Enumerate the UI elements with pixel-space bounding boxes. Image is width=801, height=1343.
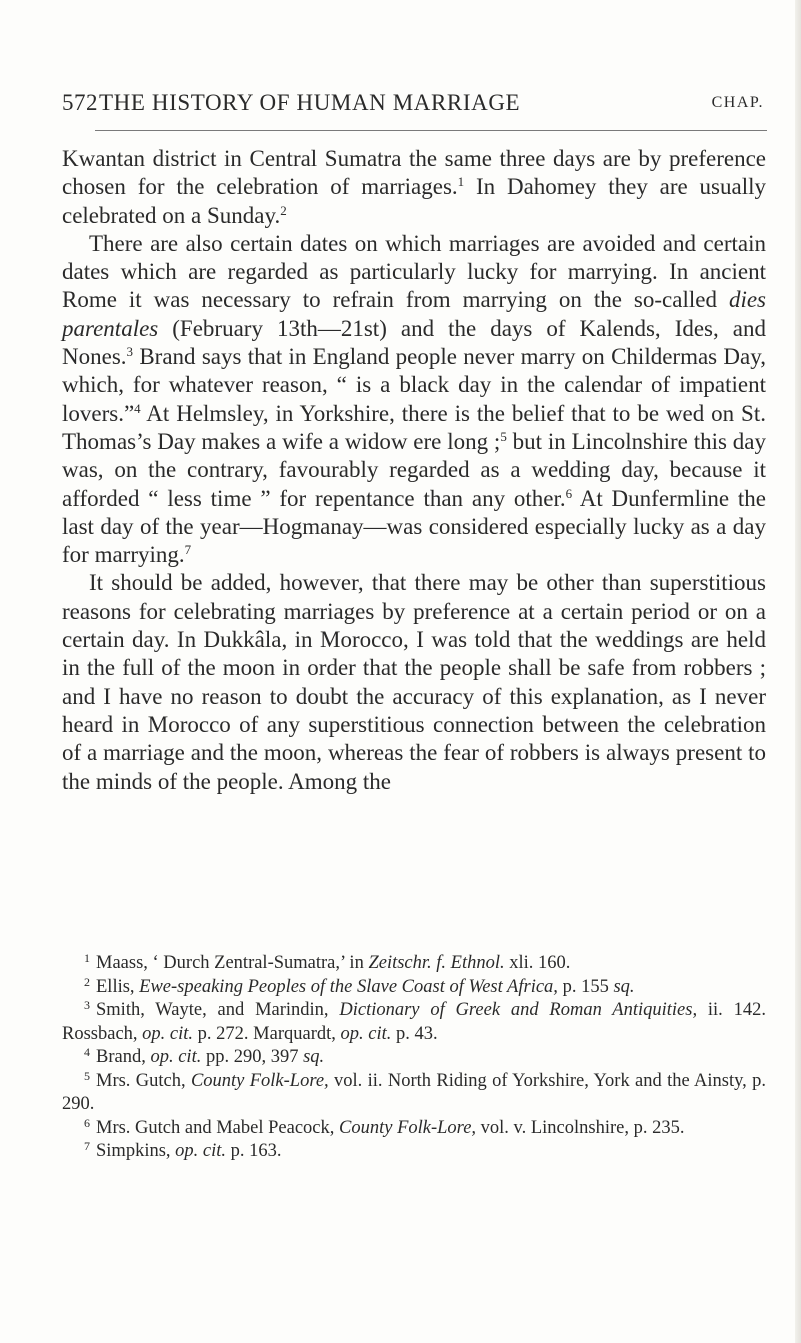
italic-abbrev: op. cit. xyxy=(142,1023,194,1044)
text-run: In Dahomey they are usually celebrated on a Sunday. xyxy=(62,174,766,228)
text-run: vol. v. Lincolnshire, p. 235. xyxy=(476,1117,685,1138)
text-run: ii. 142. Rossbach, xyxy=(62,1000,766,1044)
footnote-ref: 6 xyxy=(565,485,573,501)
footnote-5 xyxy=(62,1070,766,1117)
running-title: THE HISTORY OF HUMAN MARRIAGE xyxy=(99,90,521,115)
italic-title: County Folk-Lore, xyxy=(190,1070,329,1091)
footnote-4 xyxy=(62,1046,766,1070)
page-edge xyxy=(795,0,801,1343)
text-run: p. 272. Marquardt, xyxy=(193,1023,341,1044)
text-run: At Helmsley, in Yorkshire, there is the belief that to be wed on St. Thomas’s Day makes a wife a widow ere long ; xyxy=(62,400,766,454)
text-run: Brand, xyxy=(96,1047,151,1067)
text-run: Kwantan district in Central Sumatra the same three days are by preference chosen for the celebration of marriages. xyxy=(62,146,766,200)
text-run: p. 163. xyxy=(226,1141,282,1161)
text-run: but in Lincolnshire this day was, on the contrary, favourably regarded as a wedding day, because it afforded “ less time ” for repentance than any other. xyxy=(62,428,766,511)
footnotes xyxy=(62,952,766,1164)
italic-title: Ewe-speaking Peoples of the Slave Coast of West Africa, xyxy=(139,976,558,997)
body-text xyxy=(62,145,766,796)
italic-term: dies parentales xyxy=(62,287,766,341)
running-header xyxy=(62,88,764,124)
text-run: (February 13th—21st) and the days of Kalends, Ides, and Nones. xyxy=(62,315,766,370)
text-run: Mrs. Gutch, xyxy=(96,1070,191,1091)
footnote-ref: 5 xyxy=(500,428,507,444)
footnote-3 xyxy=(62,999,766,1046)
paragraph-2 xyxy=(62,230,766,570)
text-run: Ellis, xyxy=(96,976,140,997)
text-run: vol. ii. North Riding of Yorkshire, York and the Ainsty, p. 290. xyxy=(62,1070,766,1114)
footnote-ref: 7 xyxy=(184,542,192,558)
footnote-number: 5 xyxy=(84,1068,90,1083)
footnote-number: 4 xyxy=(84,1045,90,1059)
paragraph-3: It should be added, however, that there may be other than superstitious reasons for celebrating marriages by preference at a certain period or on a certain day. In Dukkâla, in Morocco, I was told that the weddings are held in the full of the moon in order that the people shall be safe from robbers ; and I have no reason to doubt the accuracy of this explanation, as I never heard in Morocco of any superstitious connection between the celebration of a marriage and the moon, whereas the fear of robbers is always present to the minds of the people. Among the xyxy=(62,570,766,794)
text-run: p. 43. xyxy=(391,1023,438,1044)
header-rule xyxy=(95,130,767,131)
page-number: 572 xyxy=(62,90,98,115)
italic-abbrev: op. cit. xyxy=(175,1141,227,1161)
chapter-label: CHAP. xyxy=(711,94,764,111)
italic-abbrev: sq. xyxy=(613,976,635,997)
paragraph-1 xyxy=(62,145,766,230)
text-run: There are also certain dates on which marriages are avoided and certain dates which are regarded as particularly lucky for marrying. In ancient Rome it was necessary to refrain from marrying on the so-called xyxy=(62,230,766,313)
text-run: Maass, ‘ Durch Zentral-Sumatra,’ in xyxy=(96,953,369,973)
footnote-ref: 4 xyxy=(134,400,141,416)
footnote-number: 6 xyxy=(84,1115,90,1130)
footnote-ref: 2 xyxy=(280,202,287,218)
footnote-number: 7 xyxy=(84,1139,90,1153)
text-run: Mrs. Gutch and Mabel Peacock, xyxy=(96,1117,340,1138)
italic-abbrev: op. cit. xyxy=(340,1023,392,1044)
footnote-number: 2 xyxy=(84,974,90,989)
text-run: Smith, Wayte, and Marindin, xyxy=(96,1000,340,1020)
footnote-6 xyxy=(62,1117,766,1141)
footnote-1 xyxy=(62,952,766,976)
footnote-ref: 1 xyxy=(457,174,465,190)
text-run: Brand says that in England people never marry on Childermas Day, which, for whatever reason, “ is a black day in the calendar of impatient lovers.” xyxy=(62,344,766,426)
footnote-number: 3 xyxy=(84,998,90,1012)
footnote-2 xyxy=(62,976,766,1000)
footnote-number: 1 xyxy=(84,951,90,965)
italic-title: Dictionary of Greek and Roman Antiquities, xyxy=(339,1000,698,1020)
italic-abbrev: op. cit. xyxy=(150,1047,202,1067)
footnote-7 xyxy=(62,1140,766,1164)
text-run: p. 155 xyxy=(557,976,614,997)
text-run: pp. 290, 397 xyxy=(201,1047,304,1067)
text-run: Simpkins, xyxy=(96,1141,176,1161)
italic-title: Zeitschr. f. Ethnol. xyxy=(368,953,505,973)
footnote-ref: 3 xyxy=(126,344,134,360)
italic-title: County Folk-Lore, xyxy=(339,1117,477,1138)
italic-abbrev: sq. xyxy=(303,1047,325,1067)
text-run: xli. 160. xyxy=(504,953,571,973)
text-run: At Dunfermline the last day of the year—Hogmanay—was considered especially lucky as a day for marrying. xyxy=(62,485,766,568)
